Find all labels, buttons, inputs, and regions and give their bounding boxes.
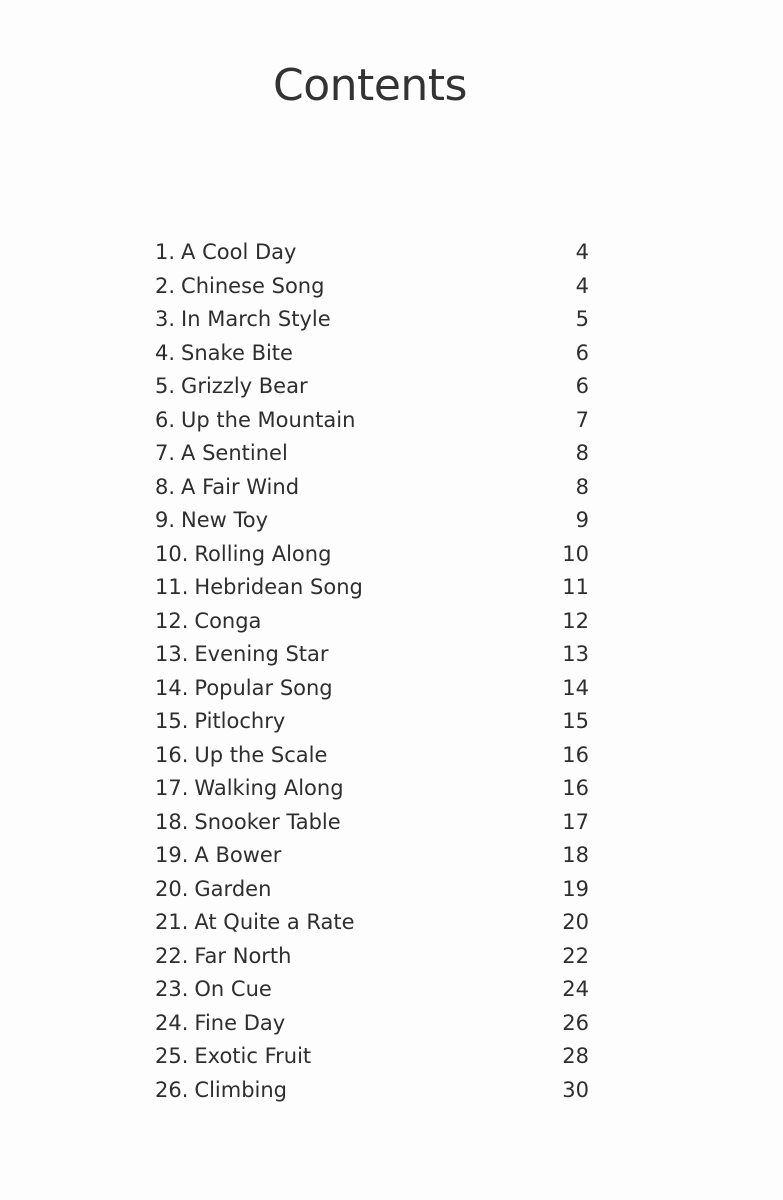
toc-entry-number: 18. bbox=[155, 809, 189, 834]
toc-entry-title: Conga bbox=[194, 608, 262, 633]
toc-entry bbox=[155, 940, 595, 974]
toc-entry-label bbox=[155, 270, 324, 304]
toc-entry-number: 9. bbox=[155, 508, 176, 532]
toc-entry-number: 21. bbox=[155, 910, 189, 934]
toc-entry-title: New Toy bbox=[181, 508, 269, 532]
toc-entry-page-number: 24 bbox=[562, 977, 589, 1001]
toc-entry-label bbox=[155, 739, 327, 773]
toc-entry-title: A Fair Wind bbox=[181, 474, 300, 499]
toc-entry bbox=[155, 437, 595, 471]
toc-entry-title: Up the Mountain bbox=[181, 407, 356, 432]
toc-entry-page-number: 9 bbox=[575, 508, 589, 532]
toc-entry-page-number: 30 bbox=[562, 1077, 589, 1102]
toc-entry-label bbox=[155, 538, 331, 572]
toc-entry-number: 15. bbox=[155, 709, 189, 733]
toc-entry-label bbox=[155, 303, 331, 337]
toc-entry-number: 10. bbox=[155, 541, 189, 566]
toc-entry-label bbox=[155, 605, 261, 639]
toc-entry bbox=[155, 471, 595, 505]
toc-entry-page-number: 8 bbox=[575, 474, 589, 499]
toc-entry-title: On Cue bbox=[194, 977, 272, 1001]
toc-entry bbox=[155, 739, 595, 773]
toc-entry-number: 25. bbox=[155, 1044, 189, 1068]
toc-entry-page-number: 4 bbox=[575, 240, 589, 264]
toc-entry-label bbox=[155, 471, 299, 505]
toc-entry-label bbox=[155, 806, 341, 840]
toc-entry bbox=[155, 571, 595, 605]
toc-entry bbox=[155, 270, 595, 304]
toc-entry-number: 11. bbox=[155, 575, 189, 599]
toc-entry bbox=[155, 839, 595, 873]
toc-entry-label bbox=[155, 940, 291, 974]
toc-entry-label bbox=[155, 705, 285, 739]
table-of-contents bbox=[155, 236, 595, 1107]
toc-entry-label bbox=[155, 672, 333, 706]
toc-entry-title: Chinese Song bbox=[181, 273, 325, 298]
toc-entry-number: 17. bbox=[155, 776, 189, 800]
toc-entry-page-number: 5 bbox=[575, 307, 589, 331]
toc-entry bbox=[155, 538, 595, 572]
toc-entry bbox=[155, 873, 595, 907]
toc-entry bbox=[155, 973, 595, 1007]
toc-entry-page-number: 7 bbox=[575, 407, 589, 432]
toc-entry-page-number: 16 bbox=[562, 742, 589, 767]
toc-entry bbox=[155, 906, 595, 940]
toc-entry-number: 22. bbox=[155, 943, 189, 968]
toc-entry-page-number: 12 bbox=[562, 608, 589, 633]
toc-entry bbox=[155, 370, 595, 404]
toc-entry bbox=[155, 303, 595, 337]
toc-entry-title: Pitlochry bbox=[194, 709, 286, 733]
toc-entry-number: 12. bbox=[155, 608, 189, 633]
toc-entry-title: Far North bbox=[194, 943, 292, 968]
toc-entry-number: 14. bbox=[155, 675, 189, 700]
toc-entry bbox=[155, 236, 595, 270]
toc-entry bbox=[155, 404, 595, 438]
toc-entry-page-number: 17 bbox=[562, 809, 589, 834]
toc-entry-number: 4. bbox=[155, 340, 176, 365]
toc-entry-page-number: 6 bbox=[575, 374, 589, 398]
toc-entry-label bbox=[155, 437, 288, 471]
toc-entry-label bbox=[155, 973, 272, 1007]
toc-entry-label bbox=[155, 638, 329, 672]
toc-entry-title: Climbing bbox=[194, 1077, 287, 1102]
toc-entry-label bbox=[155, 772, 344, 806]
toc-entry-page-number: 18 bbox=[562, 843, 589, 867]
toc-entry bbox=[155, 504, 595, 538]
toc-entry bbox=[155, 806, 595, 840]
toc-entry-number: 20. bbox=[155, 876, 189, 901]
toc-entry-number: 13. bbox=[155, 642, 189, 666]
toc-entry-label bbox=[155, 504, 268, 538]
toc-entry bbox=[155, 337, 595, 371]
toc-entry-number: 23. bbox=[155, 977, 189, 1001]
toc-entry-page-number: 14 bbox=[562, 675, 589, 700]
page-title: Contents bbox=[273, 60, 467, 111]
toc-entry-label bbox=[155, 906, 355, 940]
toc-entry-page-number: 15 bbox=[562, 709, 589, 733]
toc-entry-number: 7. bbox=[155, 441, 176, 465]
toc-entry-number: 19. bbox=[155, 843, 189, 867]
toc-entry-label bbox=[155, 337, 293, 371]
toc-entry-page-number: 13 bbox=[562, 642, 589, 666]
toc-entry-number: 8. bbox=[155, 474, 176, 499]
toc-entry bbox=[155, 672, 595, 706]
toc-entry-label bbox=[155, 404, 355, 438]
toc-entry-title: Hebridean Song bbox=[194, 575, 363, 599]
toc-entry-page-number: 28 bbox=[562, 1044, 589, 1068]
toc-entry bbox=[155, 705, 595, 739]
toc-entry-page-number: 26 bbox=[562, 1010, 589, 1035]
toc-entry-title: Garden bbox=[194, 876, 272, 901]
toc-entry-label bbox=[155, 839, 281, 873]
toc-entry bbox=[155, 605, 595, 639]
toc-entry-title: A Sentinel bbox=[181, 441, 288, 465]
toc-entry-title: Up the Scale bbox=[194, 742, 328, 767]
toc-entry-title: A Cool Day bbox=[181, 240, 297, 264]
toc-entry-title: Rolling Along bbox=[194, 541, 332, 566]
toc-entry-number: 3. bbox=[155, 307, 176, 331]
toc-entry-label bbox=[155, 1074, 287, 1108]
toc-entry-title: In March Style bbox=[181, 307, 331, 331]
toc-entry-label bbox=[155, 873, 271, 907]
toc-entry-page-number: 10 bbox=[562, 541, 589, 566]
toc-entry-number: 24. bbox=[155, 1010, 189, 1035]
toc-entry-label bbox=[155, 1007, 285, 1041]
toc-entry-number: 26. bbox=[155, 1077, 189, 1102]
toc-entry-label bbox=[155, 370, 308, 404]
toc-entry bbox=[155, 772, 595, 806]
toc-entry bbox=[155, 1074, 595, 1108]
toc-entry-page-number: 22 bbox=[562, 943, 589, 968]
toc-entry-title: Exotic Fruit bbox=[194, 1044, 312, 1068]
toc-entry-label bbox=[155, 571, 363, 605]
toc-entry-title: Snake Bite bbox=[181, 340, 293, 365]
toc-entry-title: Grizzly Bear bbox=[181, 374, 308, 398]
toc-entry bbox=[155, 1007, 595, 1041]
toc-entry-title: At Quite a Rate bbox=[194, 910, 355, 934]
toc-entry-number: 6. bbox=[155, 407, 176, 432]
toc-entry-page-number: 19 bbox=[562, 876, 589, 901]
toc-entry bbox=[155, 638, 595, 672]
toc-entry-number: 5. bbox=[155, 374, 176, 398]
toc-entry-label bbox=[155, 236, 296, 270]
toc-entry-title: A Bower bbox=[194, 843, 282, 867]
toc-entry-number: 1. bbox=[155, 240, 176, 264]
toc-entry-page-number: 4 bbox=[575, 273, 589, 298]
toc-entry bbox=[155, 1040, 595, 1074]
toc-entry-page-number: 16 bbox=[562, 776, 589, 800]
toc-entry-page-number: 20 bbox=[562, 910, 589, 934]
toc-entry-title: Popular Song bbox=[194, 675, 333, 700]
toc-entry-title: Walking Along bbox=[194, 776, 344, 800]
toc-entry-title: Evening Star bbox=[194, 642, 329, 666]
toc-entry-label bbox=[155, 1040, 311, 1074]
toc-entry-page-number: 8 bbox=[575, 441, 589, 465]
toc-entry-page-number: 11 bbox=[562, 575, 589, 599]
toc-entry-number: 16. bbox=[155, 742, 189, 767]
toc-entry-page-number: 6 bbox=[575, 340, 589, 365]
toc-entry-title: Fine Day bbox=[194, 1010, 286, 1035]
toc-entry-number: 2. bbox=[155, 273, 176, 298]
toc-entry-title: Snooker Table bbox=[194, 809, 341, 834]
